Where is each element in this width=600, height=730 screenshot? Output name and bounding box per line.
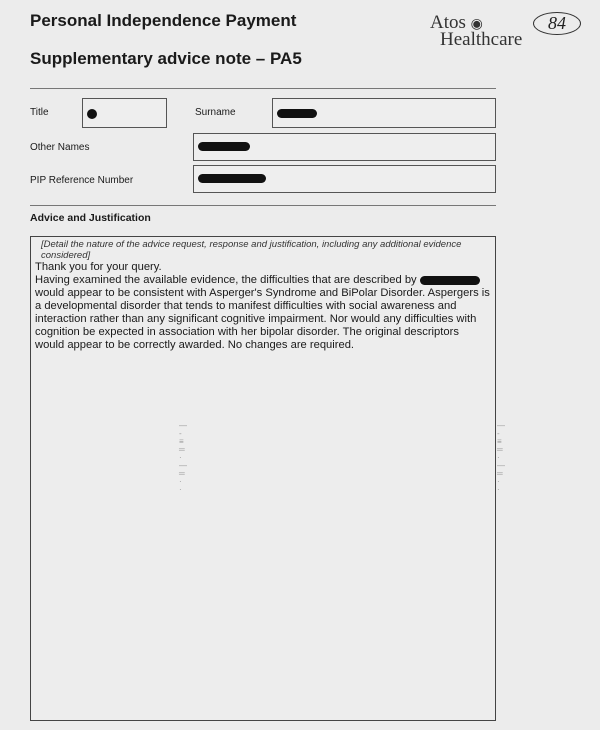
redaction: [198, 174, 266, 183]
advice-instruction: [Detail the nature of the advice request, response and justification, including any additional evidence considered]: [41, 239, 462, 261]
title-label: Title: [30, 107, 49, 118]
divider: [30, 88, 496, 89]
redaction: [198, 142, 250, 151]
redaction: [87, 109, 97, 119]
document-subtitle: Supplementary advice note – PA5: [30, 49, 302, 68]
pip-reference-field: [193, 165, 496, 193]
document-title: Personal Independence Payment: [30, 11, 297, 30]
advice-body-start: Having examined the available evidence, the difficulties that are described by: [35, 274, 417, 286]
logo-text-healthcare: Healthcare: [440, 29, 523, 50]
fish-icon: ◉: [470, 17, 483, 32]
scan-artifact: — - ≡ ═ · — ═ · ·: [179, 421, 187, 494]
redaction: [420, 276, 480, 285]
surname-label: Surname: [195, 107, 236, 118]
advice-thanks: Thank you for your query.: [35, 261, 162, 273]
atos-healthcare-logo: [428, 12, 522, 51]
advice-body-end: would appear to be consistent with Asperger's Syndrome and BiPolar Disorder. Aspergers is a developmental disorder that tends to manifest difficulties with social awareness and interaction rather than any significant cognitive impairment. Nor would any difficulties with cognition be expected in association with her bipolar disorder. The original descriptors would appear to be correctly awarded. No changes are required.: [35, 287, 490, 351]
title-field: [82, 98, 167, 128]
other-names-field: [193, 133, 496, 161]
advice-box: [30, 236, 505, 721]
divider: [30, 205, 496, 206]
redaction: [277, 109, 317, 118]
advice-body: [35, 274, 491, 352]
advice-heading: Advice and Justification: [30, 212, 151, 224]
other-names-label: Other Names: [30, 142, 90, 153]
handwritten-page-number: 84: [533, 12, 581, 35]
scan-artifact: — - ≡ ═ · — ═ · ·: [497, 421, 505, 494]
pip-reference-label: PIP Reference Number: [30, 175, 134, 186]
logo-text-atos: Atos: [430, 12, 466, 33]
surname-field: [272, 98, 496, 128]
